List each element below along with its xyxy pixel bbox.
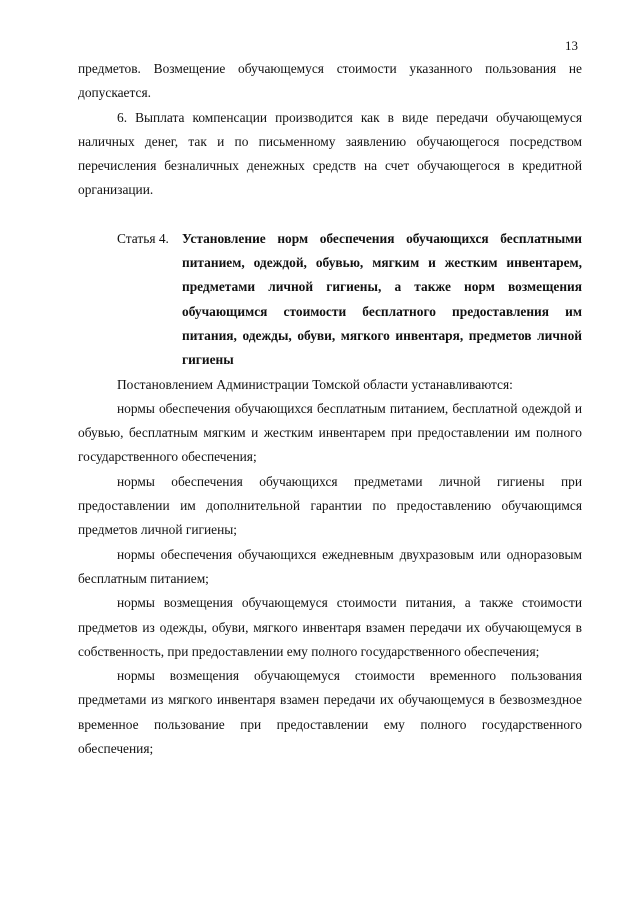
article-heading	[78, 227, 582, 373]
article-title: Установление норм обеспечения обучающихся бесплатными питанием, одеждой, обувью, мягким и жестким инвентарем, предметами личной гигиены, а также норм возмещения обучающимся стоимости бесплатного предоставления им питания, одежды, обуви, мягкого инвентаря, предметов личной гигиены	[182, 230, 582, 368]
page-number: 13	[565, 38, 578, 53]
paragraph-intro: Постановлением Администрации Томской области устанавливаются:	[117, 376, 513, 392]
article-label: Статья 4.	[117, 230, 169, 246]
paragraph-norm-item: нормы возмещения обучающемуся стоимости питания, а также стоимости предметов из одежды, обуви, мягкого инвентаря взамен передачи их обучающемуся в собственность, при предоставлении ему полного государственного обеспечения;	[78, 595, 582, 659]
paragraph-continuation: предметов. Возмещение обучающемуся стоимости указанного пользования не допускается.	[78, 61, 582, 101]
paragraph-norm-item: нормы обеспечения обучающихся бесплатным питанием, бесплатной одеждой и обувью, бесплатным мягким и жестким инвентарем при предоставлении им полного государственного обеспечения;	[78, 400, 582, 465]
paragraph-norm-item: нормы обеспечения обучающихся ежедневным двухразовым или одноразовым бесплатным питанием;	[78, 546, 582, 586]
paragraph-compensation: 6. Выплата компенсации производится как в виде передачи обучающемуся наличных денег, так и по письменному заявлению обучающегося посредством перечисления безналичных денежных средств на счет обучающегося в кредитной организации.	[78, 109, 582, 198]
section-gap	[78, 203, 582, 227]
document-body	[78, 57, 582, 761]
paragraph-norm-item: нормы обеспечения обучающихся предметами личной гигиены при предоставлении им дополнительной гарантии по предоставлению обучающимся предметов личной гигиены;	[78, 473, 582, 538]
paragraph-norm-item: нормы возмещения обучающемуся стоимости временного пользования предметами из мягкого инвентаря взамен передачи их обучающемуся в безвозмездное временное пользование при предоставлении ему полного государственного обеспечения;	[78, 668, 582, 757]
